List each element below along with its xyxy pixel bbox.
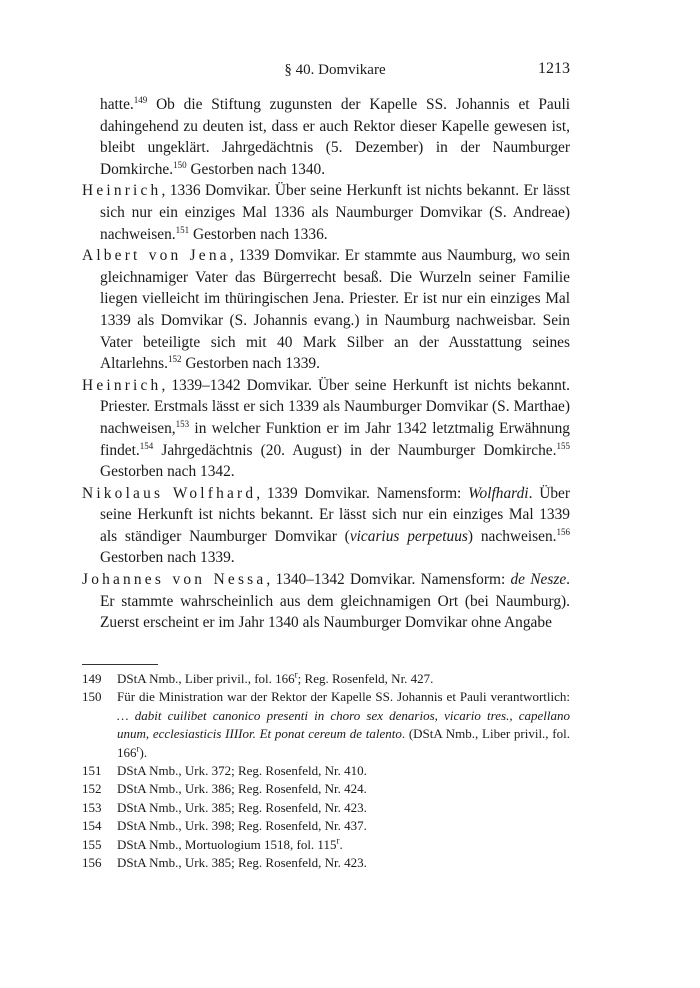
section-title: § 40. Domvikare xyxy=(284,62,386,78)
footnote-ref[interactable]: 154 xyxy=(139,440,154,451)
text-run: . (DStA Nmb., Liber privil., fol. 166 xyxy=(117,726,570,760)
person-name: Johannes von Nessa xyxy=(82,571,267,589)
name-variant: Wolfhardi xyxy=(468,484,529,502)
biography-entry xyxy=(82,180,570,245)
text-run: Gestorben nach 1339. xyxy=(100,549,235,567)
person-name: Heinrich xyxy=(82,182,162,200)
continued-paragraph xyxy=(82,94,570,180)
running-header xyxy=(100,60,570,84)
folio-side: r xyxy=(336,835,340,846)
footnote-number: 154 xyxy=(82,818,102,834)
biography-entry xyxy=(82,245,570,375)
text-run: Gestorben nach 1339. xyxy=(181,355,320,373)
footnote-number: 156 xyxy=(82,855,102,871)
footnote xyxy=(82,762,570,780)
person-name: Nikolaus Wolfhard xyxy=(82,484,257,502)
footnote-number: 149 xyxy=(82,671,102,686)
footnote-number: 155 xyxy=(82,836,102,852)
footnotes xyxy=(82,670,570,872)
footnote-number: 151 xyxy=(82,763,102,779)
text-run: ; Reg. Rosenfeld, Nr. 427. xyxy=(297,671,434,686)
footnote-text: DStA Nmb., Urk. 385; Reg. Rosenfeld, Nr. 423. xyxy=(117,855,367,871)
text-run: Gestorben nach 1336. xyxy=(189,225,328,243)
footnote-number: 150 xyxy=(82,689,102,705)
footnote xyxy=(82,799,570,817)
biography-entry xyxy=(82,375,570,483)
footnote-ref[interactable]: 153 xyxy=(175,418,190,429)
page-number: 1213 xyxy=(538,60,570,77)
text-run: . Über seine Herkunft ist nichts bekannt. Er lässt sich nur ein einziges Mal 1339 als ständiger Naumburger Domvikar ( xyxy=(100,484,570,545)
text-run: DStA Nmb., Mortuologium 1518, fol. 115 xyxy=(117,836,337,852)
text-run: . Er stammte wahrscheinlich aus dem gleichnamigen Ort (bei Naumburg). Zuerst erscheint er im Jahr 1340 als Naumburger Domvikar ohne Angabe xyxy=(100,571,571,632)
footnote-text: DStA Nmb., Urk. 372; Reg. Rosenfeld, Nr. 410. xyxy=(117,763,367,779)
footnote xyxy=(82,780,570,798)
footnote xyxy=(82,817,570,835)
text-run: Für die Ministration war der Rektor der Kapelle SS. Johannis et Pauli verantwortlich: xyxy=(117,689,570,705)
footnote-ref[interactable]: 156 xyxy=(556,526,570,537)
text-run: in welcher Funktion er im Jahr 1342 letztmalig Erwähnung findet. xyxy=(100,419,570,459)
text-run: ) nachweisen. xyxy=(467,527,557,545)
latin-quote: … dabit cuilibet canonico presenti in choro sex denarios, vicario tres., capellano unum, ecclesiasticis IIIIor. Et ponat cereum de talento xyxy=(117,707,570,742)
text-run: Gestorben nach 1340. xyxy=(186,160,326,178)
footnote-text: DStA Nmb., Urk. 385; Reg. Rosenfeld, Nr. 423. xyxy=(117,799,367,815)
text-run: , 1339 Domvikar. Namensform: xyxy=(256,484,469,502)
footnote xyxy=(82,670,570,688)
footnote xyxy=(82,836,570,854)
footnote xyxy=(82,854,570,872)
latin-term: vicarius perpetuus xyxy=(349,527,468,545)
footnote-text: DStA Nmb., Urk. 398; Reg. Rosenfeld, Nr. 437. xyxy=(117,818,367,834)
footnote-ref[interactable]: 149 xyxy=(133,94,148,105)
text-run: Ob die Stiftung zugunsten der Kapelle SS. Johannis et Pauli dahingehend zu deuten ist, dass er auch Rektor dieser Kapelle gewesen ist, bleibt ungeklärt. Jahrgedächtnis (5. Dezember) in der Naumburger Domkirche. xyxy=(100,96,570,178)
footnote xyxy=(82,688,570,762)
footnote-ref[interactable]: 150 xyxy=(173,159,187,170)
footnote-ref[interactable]: 151 xyxy=(175,224,190,235)
text-run: , 1340–1342 Domvikar. Namensform: xyxy=(266,571,511,589)
text-run: Gestorben nach 1342. xyxy=(100,463,235,481)
person-name: Heinrich xyxy=(82,376,162,394)
biography-entry xyxy=(82,483,570,569)
text-run: Jahrgedächtnis (20. August) in der Naumburger Domkirche. xyxy=(153,441,557,459)
text-run: , 1336 Domvikar. Über seine Herkunft ist nichts bekannt. Er lässt sich nur ein einziges Mal 1336 als Naumburger Domvikar (S. Andreae) nachweisen. xyxy=(100,182,570,243)
text-run: , 1339 Domvikar. Er stammte aus Naumburg, wo sein gleichnamiger Vater das Bürgerrecht besaß. Die Wurzeln seiner Familie liegen vielleicht im thüringischen Jena. Priester. Er ist nur ein einziges Mal 1339 als Domvikar (S. Johannis evang.) in Naumburg nachweisbar. Sein Vater beteiligte sich mit 40 Mark Silber an der Ausstattung seines Altarlehns. xyxy=(100,247,570,373)
footnote-ref[interactable]: 155 xyxy=(556,440,570,451)
text-run: , 1339–1342 Domvikar. Über seine Herkunft ist nichts bekannt. Priester. Erstmals lässt er sich 1339 als Naumburger Domvikar (S. Marthae) nachweisen, xyxy=(100,376,570,437)
text-run: DStA Nmb., Liber privil., fol. 166 xyxy=(117,671,295,686)
main-text xyxy=(82,94,570,634)
person-name: Albert von Jena xyxy=(82,247,230,265)
footnote-ref[interactable]: 152 xyxy=(167,354,182,364)
text-run: ). xyxy=(139,744,148,760)
footnote-text: DStA Nmb., Urk. 386; Reg. Rosenfeld, Nr. 424. xyxy=(117,781,367,797)
folio-side: r xyxy=(294,669,298,680)
footnote-separator xyxy=(82,664,158,665)
footnote-number: 152 xyxy=(82,781,102,797)
text-run: . xyxy=(339,836,343,852)
biography-entry xyxy=(82,569,570,634)
footnote-number: 153 xyxy=(82,799,102,815)
folio-side: r xyxy=(136,743,140,754)
name-variant: de Nesze xyxy=(510,571,567,589)
text-run: hatte. xyxy=(100,96,134,113)
